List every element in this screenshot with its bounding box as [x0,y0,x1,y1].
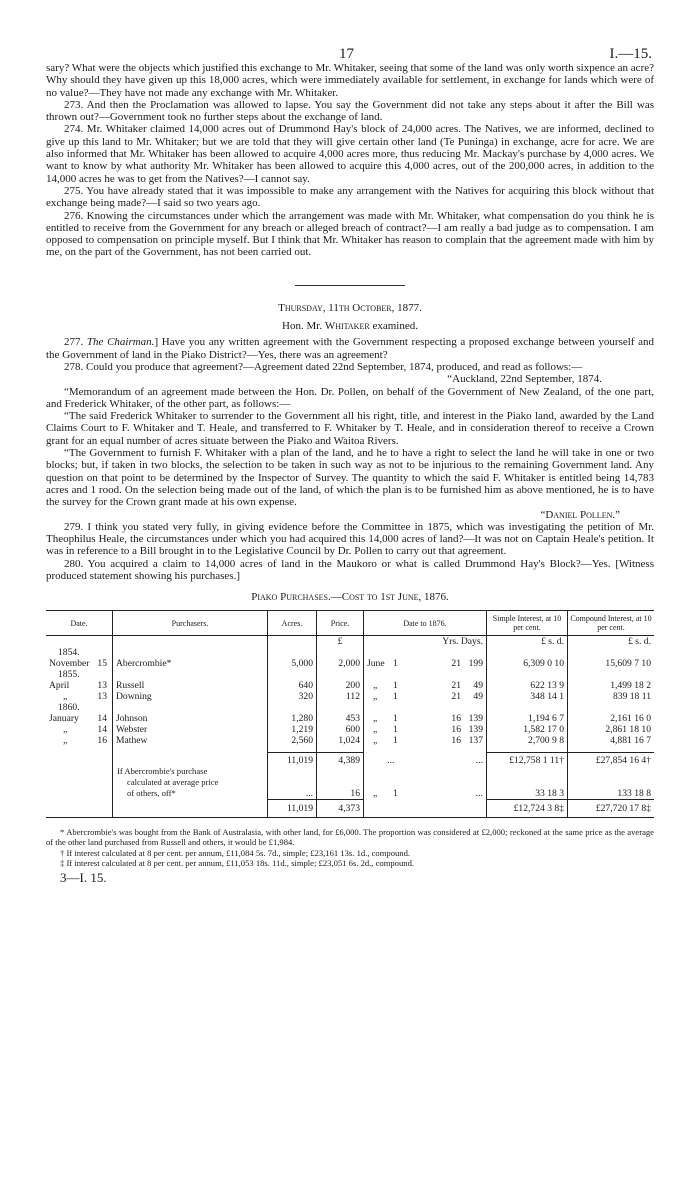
col-purchasers: Purchasers. [113,611,268,636]
paragraph-275: 275. You have already stated that it was impossible to make any arrangement with the Natives for acquiring this block without that exchange being made?—I said so two years ago. [46,184,654,210]
empty-cell [317,777,364,788]
empty-cell [568,766,655,777]
adjust-label: calculated at average price [113,777,268,788]
empty-cell [317,669,364,680]
acres-cell: 5,000 [268,658,317,669]
memo-signature: “Daniel Pollen.” [540,508,620,521]
empty-cell [487,766,568,777]
price-cell: 600 [317,724,364,735]
compound-interest-cell: 2,861 18 10 [568,724,655,735]
col-acres: Acres. [268,611,317,636]
to-month: „ [373,735,378,747]
year-row [46,647,654,658]
total-compound: £27,720 17 8‡ [568,800,655,818]
price-cell: 200 [317,680,364,691]
day: 13 [97,680,107,692]
witness-suffix: examined. [369,320,418,333]
month: „ [63,691,68,703]
empty-cell [268,669,317,680]
to-day: 1 [393,658,398,670]
empty-cell [364,800,418,818]
section-divider [295,285,405,286]
total-simple: £12,724 3 8‡ [487,800,568,818]
units-row [46,636,654,648]
memo-paragraph: “Memorandum of an agreement made between the Hon. Dr. Pollen, on behalf of the Government of New Zealand, of the one part, and Frederick Whitaker, of the other part, as follows:— [46,385,654,410]
empty-cell [268,647,317,658]
empty-cell [568,669,655,680]
adjust-price: 16 [317,788,364,800]
compound-interest-cell: 1,499 18 2 [568,680,655,691]
date-cell [46,680,113,691]
empty-cell [364,777,418,788]
col-simple-interest: Simple Interest, at 10 per cent. [487,611,568,636]
purchaser-name: Webster [116,724,148,736]
footnote-double-dagger: ‡ If interest calculated at 8 per cent. per annum, £11,053 18s. 11d., simple; £23,051 6s. 2d., compound. [60,857,415,868]
purchaser-name: Mathew [116,735,148,747]
empty-cell [113,669,268,680]
subtotal-dots: ... [364,753,418,767]
to-day: 1 [393,691,398,703]
year-cell: 1860. [58,702,80,714]
month: „ [63,724,68,736]
col-date-to: Date to 1876. [364,611,487,636]
compound-interest-cell: 2,161 16 0 [568,713,655,724]
date-to-cell [364,658,418,669]
adjust-dots: ... [475,788,483,800]
purchaser-name: Downing [116,691,152,703]
adjust-date [364,788,418,800]
empty-cell [268,777,317,788]
year-row [46,702,654,713]
empty-cell [364,702,418,713]
table-row [46,735,654,746]
empty-cell [418,800,487,818]
empty-cell [113,753,268,767]
empty-cell [46,766,113,777]
table-row [46,658,654,669]
month: January [49,713,79,725]
footnote-dagger: † If interest calculated at 8 per cent. per annum, £11,084 5s. 7d., simple; £23,161 13s. 1d., compound. [60,847,411,858]
document-page [46,0,654,886]
empty-cell [113,647,268,658]
yrs: 21 [451,691,461,703]
acres-cell: 320 [268,691,317,702]
days: 139 [468,724,483,736]
total-acres: 11,019 [268,800,317,818]
purchaser-cell [113,713,268,724]
date-to-cell [364,691,418,702]
col-compound-interest: Compound Interest, at 10 per cent. [568,611,655,636]
subtotal-dots: ... [475,754,483,766]
memo-paragraph: “The Government to furnish F. Whitaker with a plan of the land, and he to have a right to select the land he will take in one or two blocks; but, if taken in two blocks, the selection to be taken in such way as not to be injurious to the remaining Government land. Any question on that point to be determined by the Inspector of Survey. The quantity to which the said F. Whitaker is entitled being 14,783 acres and 1 rood. On the selection being made out of the land, of which the plan is to be furnished him as above mentioned, he is to have the survey for the Crown grant made at his own expense. [46,447,654,509]
purchases-table [46,610,654,818]
yrs: 21 [451,658,461,670]
empty-cell [268,702,317,713]
adjust-label: If Abercrombie's purchase [113,766,268,777]
memo-date: “Auckland, 22nd September, 1874. [447,373,602,386]
empty-cell [364,669,418,680]
unit-pound: £ [317,636,364,648]
empty-cell [568,647,655,658]
empty-cell [46,753,113,767]
yrs: 16 [451,713,461,725]
empty-cell [487,702,568,713]
empty-cell [364,647,418,658]
question-text: ] Have you any written agreement with the Government respecting a proposed exchange between yourself and the Government of land in the Piako District?—Yes, there was an agreement? [46,336,654,361]
yrs-days-cell [418,724,487,735]
yrs: 16 [451,735,461,747]
date-cell [46,724,113,735]
date-to-cell [364,724,418,735]
table-row [46,680,654,691]
date-cell [46,735,113,746]
empty-cell [46,788,113,800]
paragraph-279: 279. I think you stated very fully, in giving evidence before the Committee in 1875, which was investigating the petition of Mr. Theophilus Heale, the circumstances under which you had acquired this 14,000 acres of land?—It was not on Captain Heale's petition. It was in reference to a Bill brought in to the Legislative Council by Dr. Pollen to carry out that agreement. [46,520,654,558]
table-row [46,724,654,735]
days: 199 [468,658,483,670]
table-row [46,691,654,702]
adjust-row [46,788,654,800]
empty-cell [268,766,317,777]
day: 13 [97,691,107,703]
day: 14 [97,724,107,736]
signature-mark: 3—I. 15. [60,870,107,886]
to-day: 1 [393,713,398,725]
price-cell: 2,000 [317,658,364,669]
evidence-text [46,62,654,582]
to-month: „ [373,713,378,725]
sitting-date: Thursday, 11th October, 1877. [278,301,422,314]
simple-interest-cell: 6,309 0 10 [487,658,568,669]
paragraph-278: 278. Could you produce that agreement?—Agreement dated 22nd September, 1874, produced, and read as follows:— [64,360,583,373]
to-month: „ [373,788,378,800]
witness-heading [46,320,654,332]
acres-cell: 1,219 [268,724,317,735]
purchaser-cell [113,735,268,746]
to-day: 1 [393,724,398,736]
purchaser-cell [113,680,268,691]
empty-cell [317,647,364,658]
subtotal-acres: 11,019 [268,753,317,767]
question-number: 277. [64,336,87,349]
to-month: „ [373,680,378,692]
table-row [46,713,654,724]
subtotal-simple: £12,758 1 11† [487,753,568,767]
empty-cell [487,669,568,680]
price-cell: 112 [317,691,364,702]
total-price: 4,373 [317,800,364,818]
footnote-star: * Abercrombie's was bought from the Bank of Australasia, with other land, for £6,000. The proportion was considered at £2,000; reckoned at the same price as the average of the other land purchased from Russell and others, it would be £1,984. [46,827,654,848]
acres-cell: 2,560 [268,735,317,746]
adjust-row [46,766,654,777]
paragraph-280: 280. You acquired a claim to 14,000 acres of land in the Maukoro or what is called Drummond Hay's Block?—Yes. [Witness produced statement showing his purchases.] [46,557,654,582]
purchaser-name: Johnson [116,713,148,725]
subtotal-row [46,753,654,767]
compound-interest-cell: 839 18 11 [568,691,655,702]
day: 14 [97,713,107,725]
simple-interest-cell: 348 14 1 [487,691,568,702]
empty-cell [317,766,364,777]
to-day: 1 [393,680,398,692]
empty-cell [487,647,568,658]
unit-yrs: Yrs. [442,636,459,648]
date-to-cell [364,735,418,746]
date-cell [46,713,113,724]
acres-cell: 1,280 [268,713,317,724]
month: November [49,658,90,670]
to-day: 1 [393,788,398,800]
simple-interest-cell: 622 13 9 [487,680,568,691]
purchaser-cell [113,724,268,735]
col-price: Price. [317,611,364,636]
compound-interest-cell: 4,881 16 7 [568,735,655,746]
footnotes [46,827,654,868]
paragraph-276: 276. Knowing the circumstances under which the arrangement was made with Mr. Whitaker, what compensation do you think he is entitled to receive from the Government for any breach or alleged breach of contract?—I am really a bad judge as to compensation. I am opposed to compensation on principle myself. But I think that Mr. Whitaker has reason to complain that the agreement made with him by me, on the part of the Government, has not been carried out. [46,209,654,259]
price-cell: 1,024 [317,735,364,746]
unit-money: £ s. d. [487,636,568,648]
days: 49 [473,691,483,703]
yrs-days-cell [418,658,487,669]
year-row [46,669,654,680]
witness-prefix: Hon. Mr. [282,320,325,333]
speaker: The Chairman. [86,336,155,349]
to-month: June [367,658,385,670]
adjust-compound: 133 18 8 [568,788,655,800]
price-cell: 453 [317,713,364,724]
empty-cell [113,702,268,713]
year-cell: 1855. [58,669,80,681]
empty-cell [113,800,268,818]
to-day: 1 [393,735,398,747]
days: 137 [468,735,483,747]
paragraph: sary? What were the objects which justified this exchange to Mr. Whitaker, seeing that some of the land was only worth sixpence an acre? Why should they have given up this 18,000 acres, which were immediately available for settlement, in exchange for lands which were of no value?—They have not made any exchange with Mr. Whitaker. [46,62,654,99]
adjust-simple: 33 18 3 [487,788,568,800]
simple-interest-cell: 1,194 6 7 [487,713,568,724]
acres-cell: 640 [268,680,317,691]
yrs: 21 [451,680,461,692]
empty-cell [364,766,418,777]
purchaser-name: Abercrombie* [116,658,172,670]
empty-cell [418,702,487,713]
unit-days: Days. [460,636,483,648]
empty-cell [418,669,487,680]
date-cell [46,658,113,669]
purchaser-name: Russell [116,680,145,692]
yrs-days-cell [418,691,487,702]
purchaser-cell [113,658,268,669]
paper-reference: I.—15. [609,46,652,62]
adjust-acres: ... [268,788,317,800]
simple-interest-cell: 2,700 9 8 [487,735,568,746]
empty-cell [418,647,487,658]
empty-cell [418,766,487,777]
yrs-days-cell [418,735,487,746]
memo-paragraph: “The said Frederick Whitaker to surrender to the Government all his right, title, and interest in the Piako land, awarded by the Land Claims Court to F. Whitaker and T. Heale, and transferred to F. Whitaker by T. Heale, and in consideration thereof to receive a Crown grant for an equal number of acres situate between the Piako and Waitoa Rivers. [46,410,654,447]
compound-interest-cell: 15,609 7 10 [568,658,655,669]
paragraph-277 [46,336,654,361]
table-title: Piako Purchases.—Cost to 1st June, 1876. [251,591,449,604]
date-to-cell [364,713,418,724]
subtotal-compound: £27,854 16 4† [568,753,655,767]
month: „ [63,735,68,747]
yrs: 16 [451,724,461,736]
total-row [46,800,654,818]
empty-cell [317,702,364,713]
year-cell: 1854. [58,647,80,659]
adjust-label: of others, off* [113,788,268,800]
to-month: „ [373,724,378,736]
yrs-days-cell [418,680,487,691]
to-month: „ [373,691,378,703]
empty-cell [418,777,487,788]
day: 15 [97,658,107,670]
yrs-days-cell [418,713,487,724]
paragraph-274: 274. Mr. Whitaker claimed 14,000 acres out of Drummond Hay's block of 24,000 acres. The Natives, we are informed, declined to give up this land to Mr. Whitaker; but we are told that they will give certain other land (Te Puninga) in exchange, acre for acre. We are also informed that Mr. Whitaker has been allowed to acquire 4,000 acres more, thus reducing Mr. Mackay's purchase by 4,000 acres. We want to know by what authority Mr. Whitaker has been allowed to acquire this 4,000 acres, out of the 200,000 acres, in addition to the 14,000 acres he was to get from the Natives?—I cannot say. [46,123,654,185]
days: 139 [468,713,483,725]
subtotal-price: 4,389 [317,753,364,767]
purchaser-cell [113,691,268,702]
month: April [49,680,70,692]
empty-cell [568,777,655,788]
adjust-row [46,777,654,788]
day: 16 [97,735,107,747]
date-to-cell [364,680,418,691]
empty-cell [46,777,113,788]
paragraph-273: 273. And then the Proclamation was allowed to lapse. You say the Government did not take any steps about it after the Bill was thrown out?—Government took no further steps about the exchange of land. [46,98,654,124]
unit-yrs-days [418,636,487,648]
col-date: Date. [46,611,113,636]
simple-interest-cell: 1,582 17 0 [487,724,568,735]
unit-money: £ s. d. [568,636,655,648]
date-cell [46,691,113,702]
empty-cell [568,702,655,713]
witness-name: Whitaker [324,320,370,333]
page-header [46,0,654,62]
empty-cell [487,777,568,788]
page-number: 17 [339,46,354,62]
days: 49 [473,680,483,692]
empty-cell [46,800,113,818]
